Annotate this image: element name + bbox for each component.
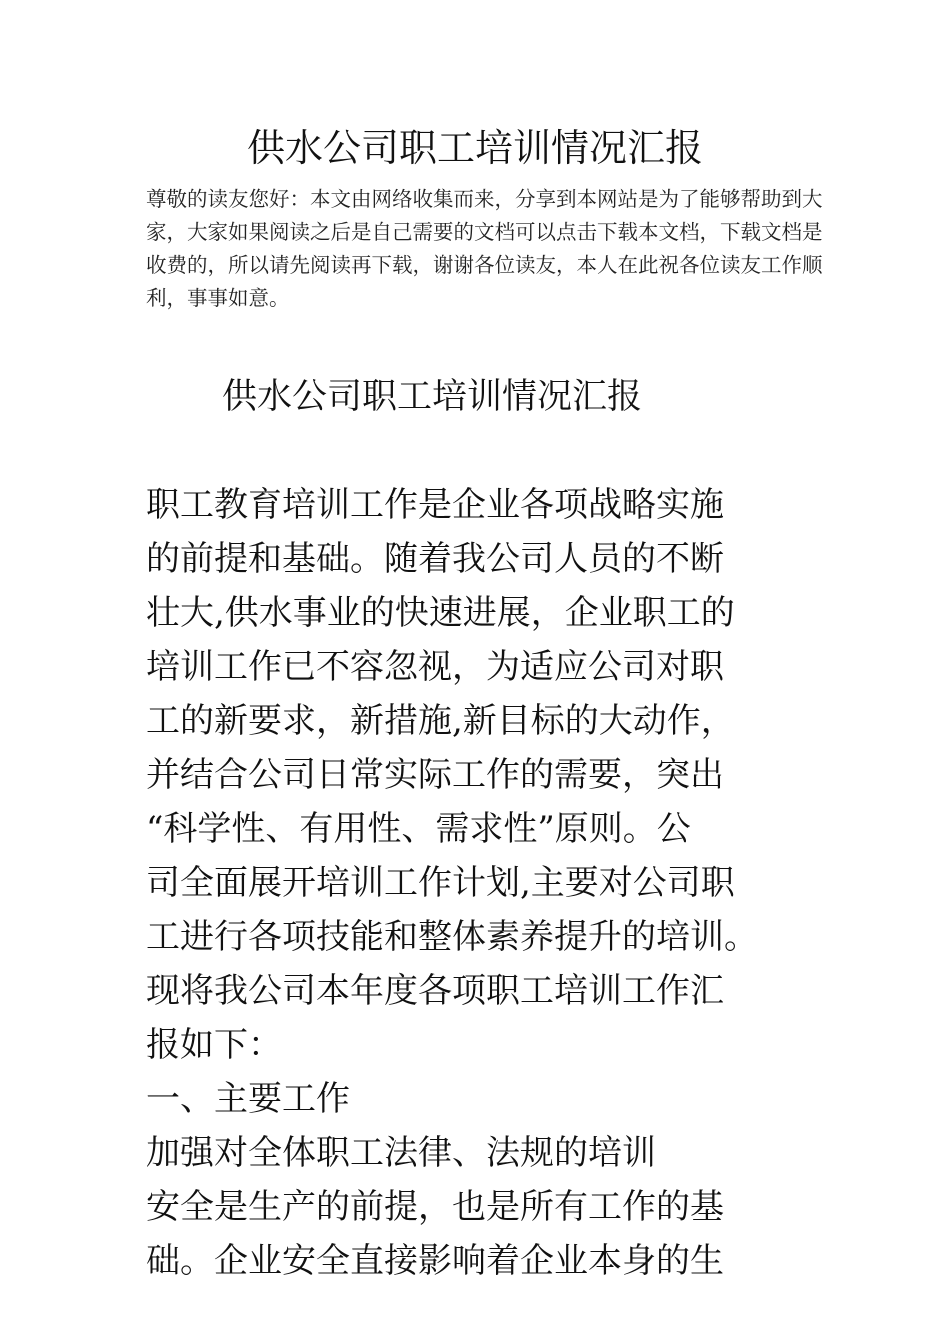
- body-line: 工的新要求，新措施,新目标的大动作，: [146, 701, 735, 741]
- body-line: 并结合公司日常实际工作的需要，突出: [146, 755, 724, 795]
- body-line: 工进行各项技能和整体素养提升的培训。: [146, 917, 758, 957]
- body-line: 壮大,供水事业的快速进展，企业职工的: [146, 593, 735, 633]
- body-line: 培训工作已不容忽视，为适应公司对职: [146, 647, 724, 687]
- body-line: 职工教育培训工作是企业各项战略实施: [146, 485, 724, 525]
- notice-line: 利，事事如意。: [146, 286, 290, 310]
- reader-notice: [146, 183, 823, 315]
- notice-line: 尊敬的读友您好：本文由网络收集而来，分享到本网站是为了能够帮助到大: [146, 187, 823, 211]
- document-body: [146, 478, 836, 1288]
- document-title: 供水公司职工培训情况汇报: [246, 126, 703, 170]
- notice-line: 收费的，所以请先阅读再下载，谢谢各位读友，本人在此祝各位读友工作顺: [146, 253, 823, 277]
- body-line: 的前提和基础。随着我公司人员的不断: [146, 539, 724, 579]
- body-line: 础。企业安全直接影响着企业本身的生: [146, 1241, 724, 1281]
- subsection-heading: 加强对全体职工法律、法规的培训: [146, 1133, 656, 1173]
- body-line: 现将我公司本年度各项职工培训工作汇: [146, 971, 724, 1011]
- body-line: 安全是生产的前提，也是所有工作的基: [146, 1187, 724, 1227]
- notice-line: 家，大家如果阅读之后是自己需要的文档可以点击下载本文档，下载文档是: [146, 220, 823, 244]
- body-line: 报如下：: [146, 1025, 282, 1065]
- document-subtitle: 供水公司职工培训情况汇报: [222, 377, 643, 417]
- section-heading: 一、主要工作: [146, 1079, 350, 1119]
- body-line: “科学性、有用性、需求性”原则。公: [146, 809, 691, 849]
- body-line: 司全面展开培训工作计划,主要对公司职: [146, 863, 735, 903]
